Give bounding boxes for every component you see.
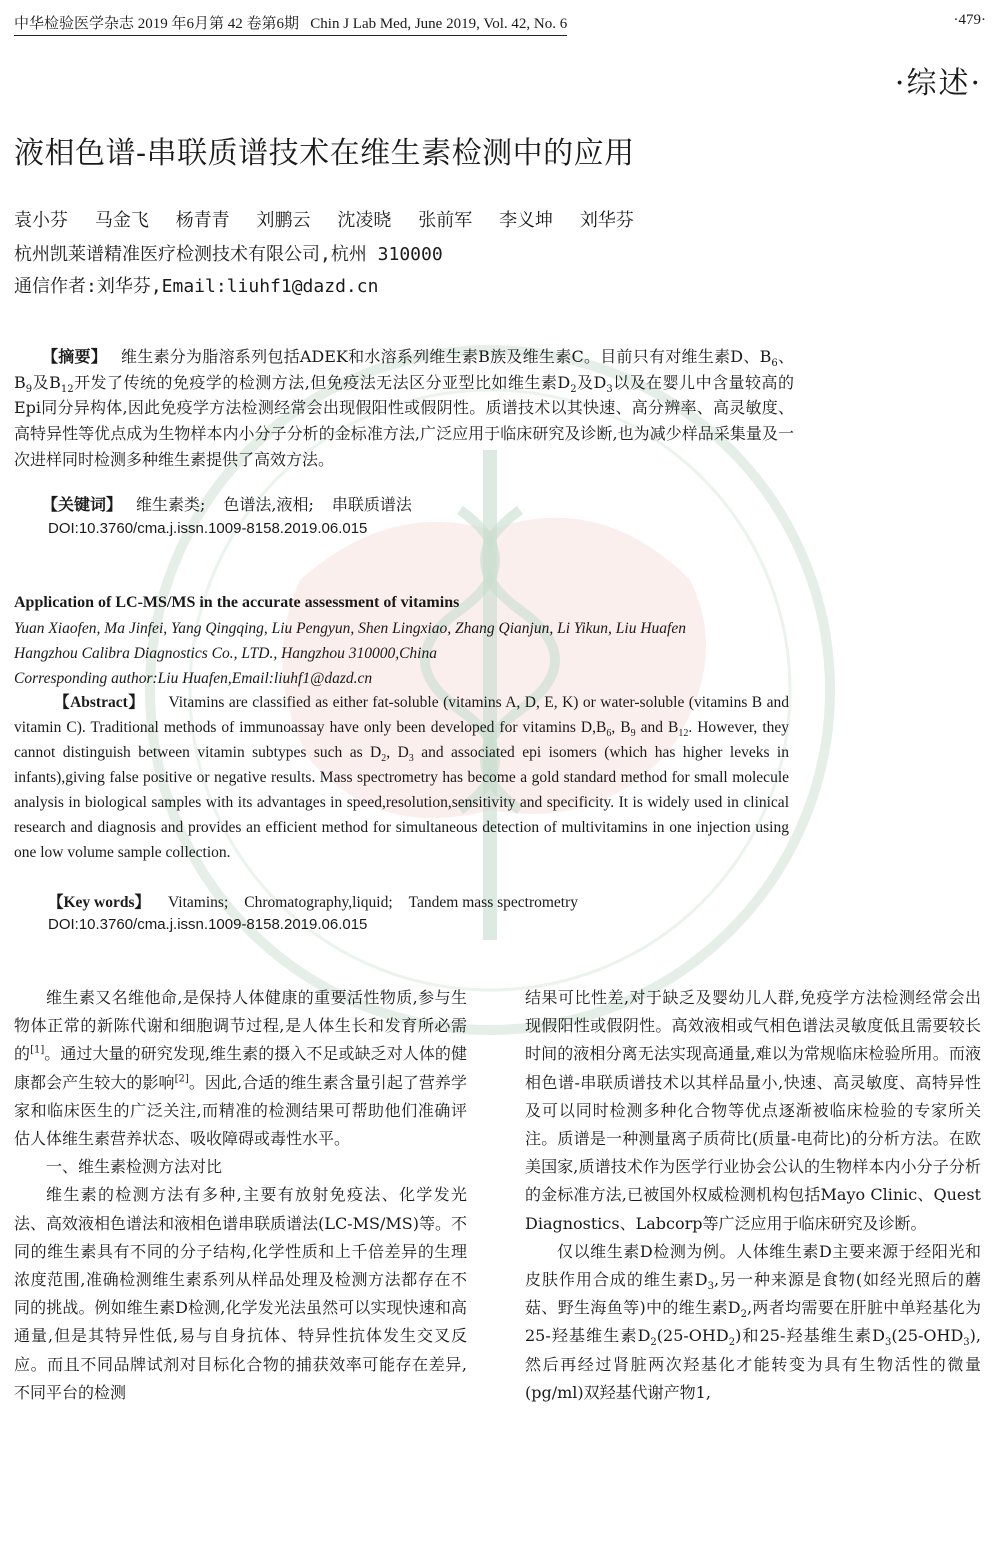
subscript: 2 — [381, 753, 387, 765]
abstract-text: , D — [386, 744, 409, 761]
body-column-right — [525, 984, 981, 1407]
affiliation-en: Hangzhou Calibra Diagnostics Co., LTD., Hangzhou 310000,China — [14, 645, 437, 662]
subscript: 9 — [25, 383, 33, 395]
journal-citation-en: Chin J Lab Med, June 2019, Vol. 42, No. 6 — [310, 16, 568, 32]
abstract-text: and B — [635, 719, 679, 736]
keyword: 串联质谱法 — [331, 495, 412, 514]
abstract-text: and associated epi isomers (which has higher leveks in infants),giving false positive or negative results. Mass spectrometry has become a gold standard method for small molecule analysis in biological samples with its advantages in speed,resolution,sensitivity and specificity. It is widely used in clinical research and diagnosis and provides an efficient method for simultaneous detection of multivitamins in one injection using one low volume sample collection. — [14, 744, 789, 861]
keyword: 色谱法,液相; — [223, 495, 314, 514]
abstract-text: 及B — [32, 372, 61, 392]
body-text: 维生素又名维他命,是保持人体健康的重要活性物质,参与生物体正常的新陈代谢和细胞调节过程,是人体生长和发育所必需的 — [14, 988, 467, 1064]
keywords-label-en: 【Key words】 — [48, 894, 151, 911]
abstract-text: . However, they cannot distinguish between vitamin subtypes such as D — [14, 719, 790, 761]
page-number: ·479· — [953, 12, 986, 28]
doi-cn: DOI:10.3760/cma.j.issn.1009-8158.2019.06.015 — [48, 520, 368, 537]
keywords-cn — [42, 492, 430, 515]
subscript: 6 — [771, 358, 778, 370]
subscript: 3 — [885, 1337, 892, 1349]
subscript: 9 — [630, 728, 636, 740]
body-text: (25-OHD — [891, 1326, 964, 1346]
keyword: Chromatography,liquid; — [244, 894, 393, 911]
citation-ref[interactable]: [1] — [30, 1045, 45, 1057]
corresponding-author: 通信作者:刘华芬,Email:liuhf1@dazd.cn — [14, 276, 379, 297]
author-name: 袁小芬 — [14, 210, 68, 231]
subscript: 12 — [60, 383, 74, 395]
body-text: 仅以维生素D检测为例。人体维生素D主要来源于经阳光和皮肤作用合成的维生素D — [525, 1241, 981, 1290]
article-title: 液相色谱-串联质谱技术在维生素检测中的应用 — [14, 136, 635, 171]
keyword: 维生素类; — [136, 495, 206, 514]
keyword: Tandem mass spectrometry — [408, 894, 579, 911]
journal-citation-cn: 中华检验医学杂志 2019 年6月第 42 卷第6期 — [14, 16, 300, 32]
body-column-left — [14, 984, 467, 1407]
author-name: 刘华芬 — [579, 210, 634, 231]
subscript: 3 — [606, 383, 613, 395]
corresponding-author-en: Corresponding author:Liu Huafen,Email:liuhf1@dazd.cn — [14, 670, 373, 687]
article-title-en: Application of LC-MS/MS in the accurate assessment of vitamins — [14, 594, 460, 611]
abstract-text: 、B — [14, 347, 794, 392]
abstract-text: 以及在婴儿中含量较高的Epi同分异构体,因此免疫学方法检测经常会出现假阳性或假阴性。质谱技术以其快速、高分辨率、高灵敏度、高特异性等优点成为生物样本内小分子分析的金标准方法,广泛应用于临床研究及诊断,也为减少样品采集量及一次进样同时检测多种维生素提供了高效方法。 — [14, 372, 794, 469]
keyword: Vitamins; — [168, 894, 229, 911]
author-list — [14, 206, 650, 232]
section-heading: 一、维生素检测方法对比 — [46, 1157, 223, 1177]
abstract-label: 【摘要】 — [42, 347, 108, 366]
author-name: 李义坤 — [499, 210, 554, 231]
affiliation: 杭州凯莱谱精准医疗检测技术有限公司,杭州 310000 — [14, 244, 443, 265]
section-label: ·综述· — [894, 66, 982, 101]
body-text: )和25-羟基维生素D — [735, 1326, 886, 1346]
body-text: 。因此,合适的维生素含量引起了营养学家和临床医生的广泛关注,而精准的检测结果可帮助他们准确评估人体维生素营养状态、吸收障碍或毒性水平。 — [14, 1072, 467, 1149]
body-text: ,另一种来源是食物(如经光照后的蘑菇、野生海鱼等)中的维生素D — [525, 1270, 981, 1318]
abstract-text: Vitamins are classified as either fat-soluble (vitamins A, D, E, K) or water-soluble (vitamins B and vitamin C). Traditional methods of immunoassay have only been developed for vitamins D,B — [14, 694, 789, 736]
abstract-cn — [14, 344, 794, 473]
body-text: ),然后再经过肾脏两次羟基化才能转变为具有生物活性的微量(pg/ml)双羟基代谢产物1, — [525, 1326, 981, 1402]
author-list-en: Yuan Xiaofen, Ma Jinfei, Yang Qingqing, Liu Pengyun, Shen Lingxiao, Zhang Qianjun, Li Yikun, Liu Huafen — [14, 620, 686, 637]
subscript: 12 — [678, 728, 689, 740]
abstract-en — [14, 690, 789, 865]
author-name: 马金飞 — [94, 210, 149, 231]
keywords-label: 【关键词】 — [42, 495, 123, 514]
abstract-text: , B — [611, 719, 631, 736]
body-paragraph: 维生素的检测方法有多种,主要有放射免疫法、化学发光法、高效液相色谱法和液相色谱串联质谱法(LC-MS/MS)等。不同的维生素具有不同的分子结构,化学性质和上千倍差异的生理浓度范围,准确检测维生素系列从样品处理及检测方法都存在不同的挑战。例如维生素D检测,化学发光法虽然可以实现快速和高通量,但是其特异性低,易与自身抗体、特异性抗体发生交叉反应。而且不同品牌试剂对目标化合物的捕获效率可能存在差异,不同平台的检测 — [14, 1185, 467, 1402]
body-text: 。通过大量的研究发现,维生素的摄入不足或缺乏对人体的健康都会产生较大的影响 — [14, 1044, 467, 1092]
citation-ref[interactable]: [2] — [174, 1073, 189, 1085]
author-name: 刘鹏云 — [256, 210, 311, 231]
author-name: 张前军 — [418, 210, 473, 231]
body-paragraph — [525, 1238, 981, 1407]
body-paragraph — [14, 984, 467, 1153]
subscript: 3 — [963, 1337, 970, 1349]
abstract-text: 维生素分为脂溶系列包括ADEK和水溶系列维生素B族及维生素C。目前只有对维生素D、B — [121, 347, 772, 366]
body-text: ,两者均需要在肝脏中单羟基化为25-羟基维生素D — [525, 1298, 981, 1346]
subscript: 3 — [707, 1281, 714, 1293]
abstract-text: 及D — [576, 372, 607, 392]
keywords-en — [48, 890, 594, 912]
subscript: 2 — [728, 1337, 736, 1349]
subscript: 6 — [606, 728, 612, 740]
running-header — [14, 12, 986, 34]
subscript: 2 — [740, 1309, 747, 1321]
journal-citation — [14, 12, 567, 36]
subscript: 2 — [570, 383, 577, 395]
doi-en: DOI:10.3760/cma.j.issn.1009-8158.2019.06.015 — [48, 916, 368, 933]
abstract-label-en: 【Abstract】 — [54, 694, 145, 711]
author-name: 杨青青 — [175, 210, 230, 231]
subscript: 3 — [408, 753, 414, 765]
subscript: 2 — [650, 1337, 657, 1349]
abstract-text: 开发了传统的免疫学的检测方法,但免疫法无法区分亚型比如维生素D — [73, 372, 571, 392]
author-name: 沈凌晓 — [337, 210, 392, 231]
body-paragraph: 结果可比性差,对于缺乏及婴幼儿人群,免疫学方法检测经常会出现假阳性或假阴性。高效液相或气相色谱法灵敏度低且需要较长时间的液相分离无法实现高通量,难以为常规临床检验所用。而液相色谱-串联质谱技术以其样品量小,快速、高灵敏度、高特异性及可以同时检测多种化合物等优点逐渐被临床检验的专家所关注。质谱是一种测量离子质荷比(质量-电荷比)的分析方法。在欧美国家,质谱技术作为医学行业协会公认的生物样本内小分子分析的金标准方法,已被国外权威检测机构包括Mayo Clinic、Quest Diagnostics、Labcorp等广泛应用于临床研究及诊断。 — [525, 988, 981, 1233]
body-text: (25-OHD — [656, 1326, 729, 1346]
